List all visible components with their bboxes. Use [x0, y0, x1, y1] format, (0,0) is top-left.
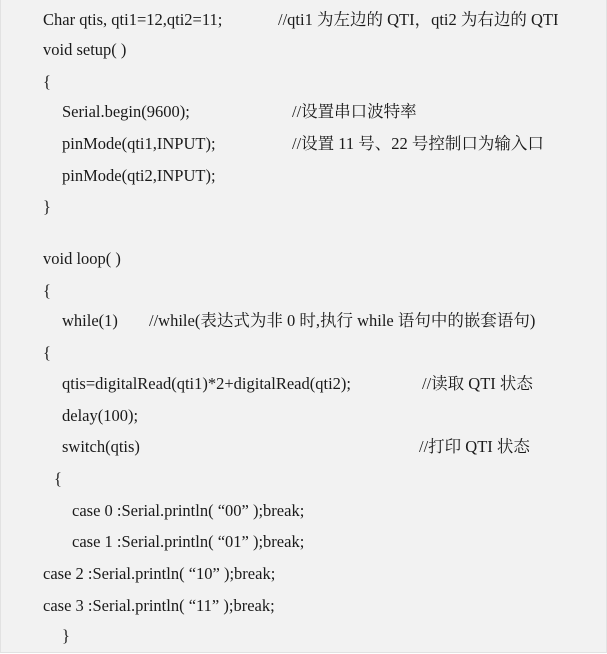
- code-line-case-0: case 0 :Serial.println( “00” );break;: [72, 501, 305, 520]
- code-line-switch: switch(qtis): [62, 437, 140, 456]
- code-line-digitalread: qtis=digitalRead(qti1)*2+digitalRead(qti2);: [62, 374, 351, 393]
- code-line-delay: delay(100);: [62, 406, 139, 425]
- code-line-pinmode-qti2: pinMode(qti2,INPUT);: [62, 166, 216, 185]
- code-comment-declaration: //qti1 为左边的 QTI，qti2 为右边的 QTI: [278, 10, 559, 29]
- code-line-case-1: case 1 :Serial.println( “01” );break;: [72, 532, 305, 551]
- code-line-setup-close-brace: }: [43, 197, 51, 216]
- code-comment-while: //while(表达式为非 0 时,执行 while 语句中的嵌套语句): [149, 311, 536, 330]
- code-comment-switch: //打印 QTI 状态: [419, 437, 530, 456]
- code-line-pinmode-qti1: pinMode(qti1,INPUT);: [62, 134, 216, 153]
- code-comment-digitalread: //读取 QTI 状态: [422, 374, 533, 393]
- code-line-setup-signature: void setup( ): [43, 40, 127, 59]
- code-line-while: while(1): [62, 311, 118, 330]
- code-line-setup-open-brace: {: [43, 72, 51, 91]
- code-line-switch-close-brace: }: [62, 626, 70, 645]
- code-line-case-2: case 2 :Serial.println( “10” );break;: [43, 564, 276, 583]
- code-comment-serial-begin: //设置串口波特率: [292, 102, 417, 121]
- code-line-serial-begin: Serial.begin(9600);: [62, 102, 190, 121]
- code-line-case-3: case 3 :Serial.println( “11” );break;: [43, 596, 275, 615]
- code-line-while-open-brace: {: [43, 343, 51, 362]
- code-comment-pinmode: //设置 11 号、22 号控制口为输入口: [292, 134, 544, 153]
- code-line-loop-signature: void loop( ): [43, 249, 121, 268]
- code-line-declaration: Char qtis, qti1=12,qti2=11;: [43, 10, 223, 29]
- code-line-switch-open-brace: {: [54, 469, 62, 488]
- code-line-loop-open-brace: {: [43, 281, 51, 300]
